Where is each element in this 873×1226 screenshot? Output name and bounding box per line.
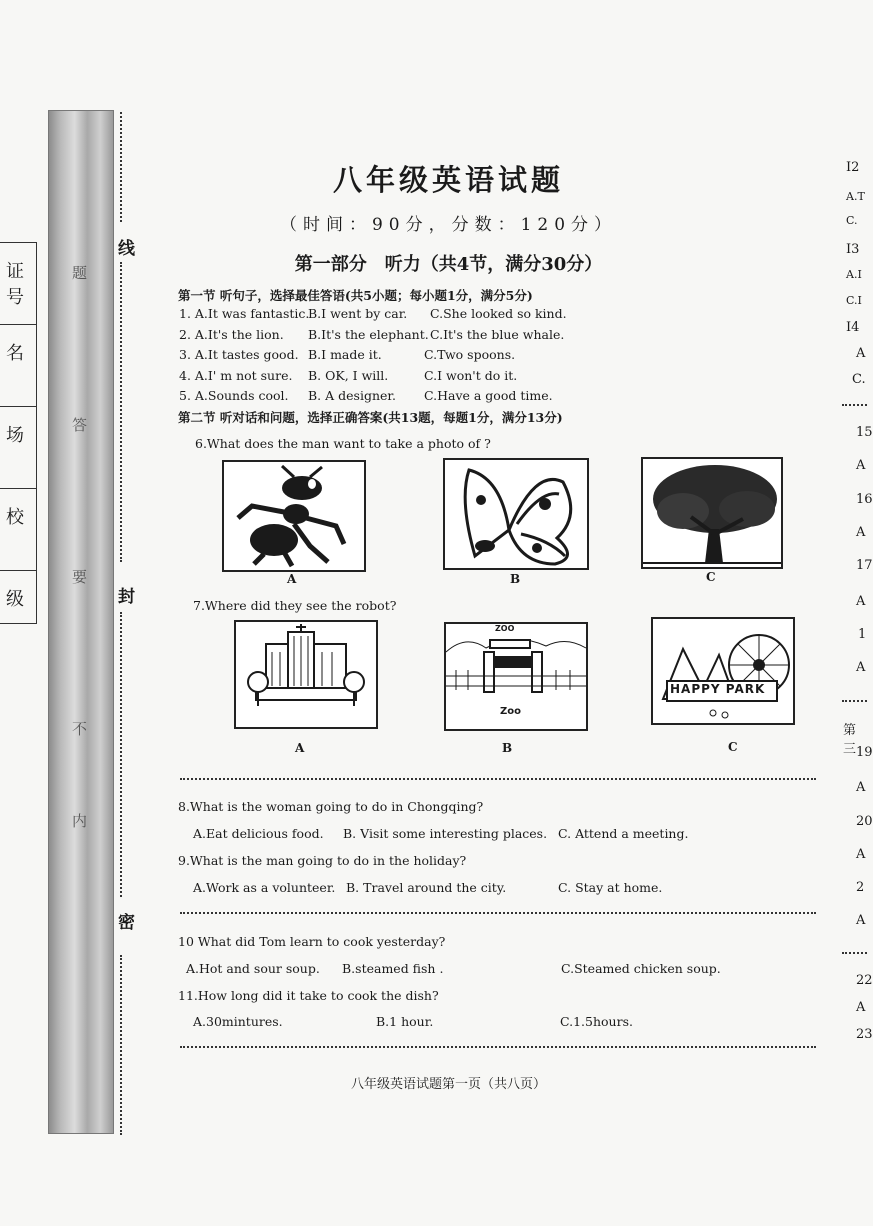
q7-label-a: A bbox=[295, 741, 305, 755]
q9-question: 9.What is the man going to do in the holiday? bbox=[178, 853, 467, 868]
q2-option-c[interactable]: C.It's the blue whale. bbox=[430, 327, 565, 342]
name-field[interactable]: 名 bbox=[0, 325, 36, 407]
building-icon bbox=[236, 622, 376, 727]
q1-option-b[interactable]: B.I went by car. bbox=[308, 306, 408, 321]
student-info-table bbox=[0, 242, 37, 624]
strip-char: 不 bbox=[72, 720, 88, 738]
ant-icon bbox=[224, 462, 364, 570]
q11-option-c[interactable]: C.1.5hours. bbox=[560, 1014, 633, 1029]
q10-question: 10 What did Tom learn to cook yesterday? bbox=[178, 934, 446, 949]
strip-char: 内 bbox=[72, 812, 88, 830]
q10-option-a[interactable]: A.Hot and sour soup. bbox=[186, 961, 320, 976]
next-page-fragment: 23 bbox=[856, 1027, 873, 1042]
q6-option-b-image[interactable] bbox=[443, 458, 589, 570]
q3-option-a[interactable]: 3. A.It tastes good. bbox=[179, 347, 299, 362]
q5-option-a[interactable]: 5. A.Sounds cool. bbox=[179, 388, 289, 403]
exam-time-score: （时间：90分，分数：120分） bbox=[279, 215, 618, 235]
q4-option-b[interactable]: B. OK, I will. bbox=[308, 368, 389, 383]
tree-icon bbox=[643, 459, 781, 567]
next-page-fragment: 16 bbox=[856, 492, 873, 507]
q8-option-a[interactable]: A.Eat delicious food. bbox=[193, 826, 324, 841]
section2-heading: 第二节 听对话和问题，选择正确答案(共13题，每题1分，满分13分) bbox=[178, 410, 563, 425]
q1-option-a[interactable]: 1. A.It was fantastic. bbox=[179, 306, 310, 321]
q7-option-c-image[interactable] bbox=[651, 617, 795, 725]
separator bbox=[842, 952, 867, 954]
next-page-fragment: 17 bbox=[856, 558, 873, 573]
next-page-fragment: A bbox=[856, 346, 866, 361]
next-page-fragment: C. bbox=[846, 214, 858, 227]
q3-option-c[interactable]: C.Two spoons. bbox=[424, 347, 516, 362]
next-page-fragment: C.I bbox=[846, 294, 862, 307]
q8-option-c[interactable]: C. Attend a meeting. bbox=[558, 826, 689, 841]
q6-label-a: A bbox=[287, 572, 297, 586]
q6-option-a-image[interactable] bbox=[222, 460, 366, 572]
q11-question: 11.How long did it take to cook the dish? bbox=[178, 988, 439, 1003]
binding-line bbox=[120, 262, 122, 562]
butterfly-icon bbox=[445, 460, 587, 568]
q10-option-c[interactable]: C.Steamed chicken soup. bbox=[561, 961, 721, 976]
grade-field[interactable]: 级 bbox=[6, 589, 24, 610]
q4-option-a[interactable]: 4. A.I' m not sure. bbox=[179, 368, 293, 383]
binding-char-xian: 线 bbox=[118, 239, 135, 259]
next-page-fragment: 22 bbox=[856, 973, 873, 988]
next-page-fragment: I2 bbox=[846, 160, 860, 175]
next-page-fragment: I3 bbox=[846, 242, 860, 257]
q8-option-b[interactable]: B. Visit some interesting places. bbox=[343, 826, 548, 841]
q7-label-c: C bbox=[728, 740, 738, 754]
binding-char-feng: 封 bbox=[118, 587, 135, 607]
next-page-fragment: C. bbox=[852, 372, 866, 387]
page-footer: 八年级英语试题第一页（共八页） bbox=[350, 1077, 546, 1092]
q6-option-c-image[interactable] bbox=[641, 457, 783, 569]
q8-question: 8.What is the woman going to do in Chongqing? bbox=[178, 799, 484, 814]
park-icon bbox=[653, 619, 793, 723]
next-page-fragment: A.T bbox=[846, 190, 865, 203]
q5-option-b[interactable]: B. A designer. bbox=[308, 388, 396, 403]
zoo-caption: Zoo bbox=[500, 706, 521, 717]
section1-heading: 第一节 听句子，选择最佳答语(共5小题；每小题1分，满分5分) bbox=[178, 288, 533, 303]
q9-option-c[interactable]: C. Stay at home. bbox=[558, 880, 663, 895]
q4-option-c[interactable]: C.I won't do it. bbox=[424, 368, 518, 383]
next-page-fragment: 15 bbox=[856, 425, 873, 440]
next-page-fragment: A bbox=[856, 594, 866, 609]
separator bbox=[180, 778, 816, 780]
q6-question: 6.What does the man want to take a photo of ? bbox=[195, 436, 491, 451]
strip-char: 答 bbox=[72, 416, 88, 434]
separator bbox=[842, 404, 867, 406]
q7-label-b: B bbox=[502, 741, 513, 755]
next-page-fragment: 第三 bbox=[843, 723, 857, 757]
q5-option-c[interactable]: C.Have a good time. bbox=[424, 388, 553, 403]
next-page-fragment: A bbox=[856, 847, 866, 862]
q3-option-b[interactable]: B.I made it. bbox=[308, 347, 382, 362]
q6-label-b: B bbox=[510, 572, 521, 586]
q2-option-a[interactable]: 2. A.It's the lion. bbox=[179, 327, 284, 342]
q9-option-b[interactable]: B. Travel around the city. bbox=[346, 880, 507, 895]
q11-option-a[interactable]: A.30mintures. bbox=[193, 1014, 283, 1029]
q7-question: 7.Where did they see the robot? bbox=[193, 598, 397, 613]
school-field[interactable]: 校 bbox=[0, 489, 36, 571]
next-page-fragment: A bbox=[856, 780, 866, 795]
zoo-sign-text: ZOO bbox=[495, 624, 515, 633]
next-page-fragment: A.I bbox=[846, 268, 862, 281]
next-page-fragment: A bbox=[856, 458, 866, 473]
next-page-fragment: 2 bbox=[856, 880, 865, 895]
q1-option-c[interactable]: C.She looked so kind. bbox=[430, 306, 567, 321]
separator bbox=[180, 1046, 816, 1048]
next-page-fragment: 1 bbox=[858, 627, 867, 642]
q9-option-a[interactable]: A.Work as a volunteer. bbox=[193, 880, 336, 895]
part-heading: 第一部分 听力（共4节，满分30分） bbox=[294, 254, 603, 275]
binding-line bbox=[120, 955, 122, 1135]
strip-char: 题 bbox=[72, 264, 88, 282]
page-title: 八年级英语试题 bbox=[332, 163, 564, 197]
park-sign-text: HAPPY PARK bbox=[670, 682, 766, 696]
exam-number-field[interactable]: 证号 bbox=[0, 243, 36, 325]
next-page-fragment: A bbox=[856, 660, 866, 675]
separator bbox=[180, 912, 816, 914]
strip-char: 要 bbox=[72, 568, 88, 586]
next-page-fragment: I4 bbox=[846, 320, 860, 335]
next-page-fragment: A bbox=[856, 913, 866, 928]
next-page-fragment: 20 bbox=[856, 814, 873, 829]
q10-option-b[interactable]: B.steamed fish . bbox=[342, 961, 444, 976]
binding-line bbox=[120, 612, 122, 897]
q2-option-b[interactable]: B.It's the elephant. bbox=[308, 327, 429, 342]
binding-char-mi: 密 bbox=[118, 913, 135, 933]
separator bbox=[842, 700, 867, 702]
next-page-fragment: A bbox=[856, 525, 866, 540]
exam-room-field[interactable]: 场 bbox=[0, 407, 36, 489]
q7-option-a-image[interactable] bbox=[234, 620, 378, 729]
next-page-fragment: 19 bbox=[856, 745, 873, 760]
q6-label-c: C bbox=[706, 570, 716, 584]
q11-option-b[interactable]: B.1 hour. bbox=[376, 1014, 434, 1029]
next-page-fragment: A bbox=[856, 1000, 866, 1015]
